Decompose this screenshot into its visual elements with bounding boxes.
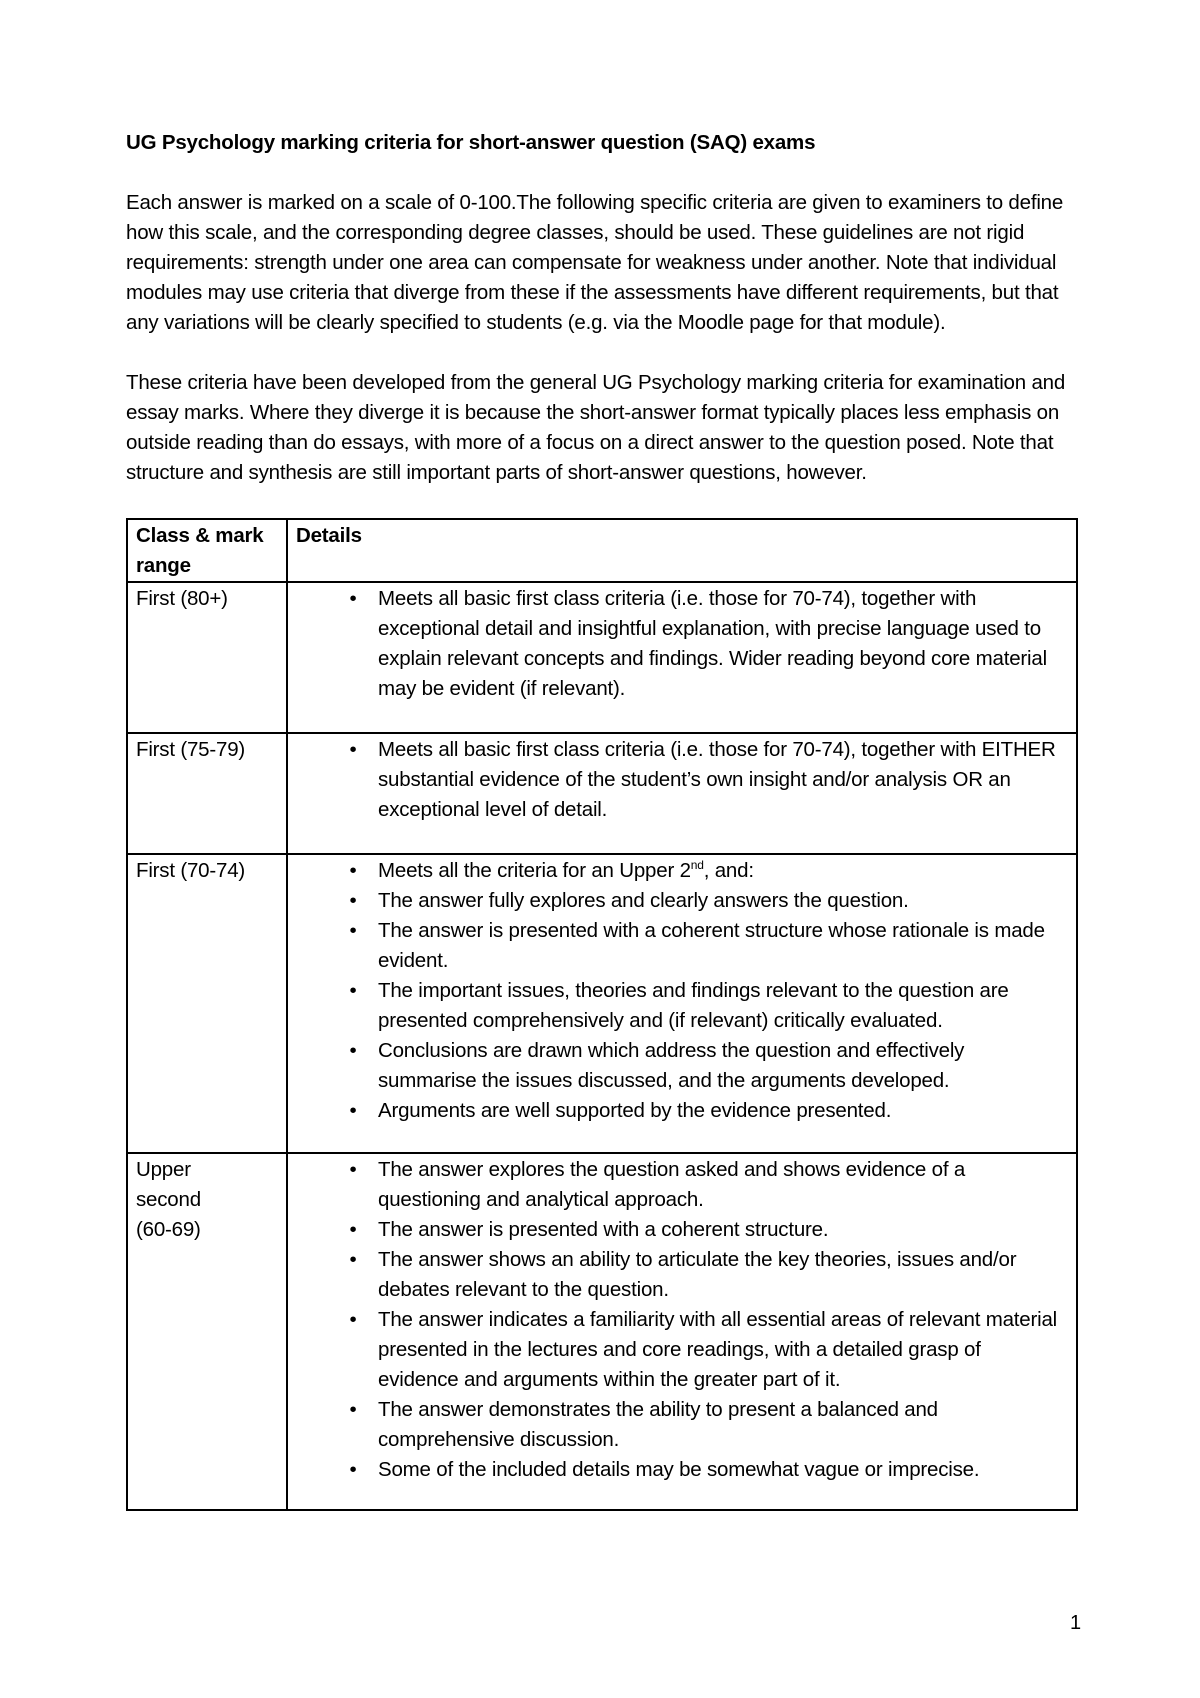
list-item: • The answer is presented with a coherent structure whose rationale is made evident.	[310, 916, 1062, 976]
bullet-icon: •	[349, 1248, 357, 1271]
details-upper-second	[287, 1153, 1077, 1510]
bullet-icon: •	[349, 919, 357, 942]
bullet-icon: •	[349, 1398, 357, 1421]
bullet-icon: •	[349, 889, 357, 912]
bullet-icon: •	[349, 859, 357, 882]
list-item: • The answer shows an ability to articulate the key theories, issues and/or debates relevant to the question.	[310, 1245, 1062, 1305]
bullet-icon: •	[349, 979, 357, 1002]
page-number: 1	[1070, 1612, 1082, 1634]
table-row	[127, 582, 1077, 733]
list-item: • Meets all basic first class criteria (i.e. those for 70-74), together with EITHER substantial evidence of the student’s own insight and/or analysis OR an exceptional level of detail.	[310, 735, 1062, 825]
document-title: UG Psychology marking criteria for short-answer question (SAQ) exams	[126, 131, 816, 154]
list-item: • The answer fully explores and clearly answers the question.	[310, 886, 1062, 916]
list-item: • The answer indicates a familiarity with all essential areas of relevant material presented in the lectures and core readings, with a detailed grasp of evidence and arguments within the greater part of it.	[310, 1305, 1062, 1395]
marking-criteria-table	[126, 518, 1078, 1511]
bullet-icon: •	[349, 1308, 357, 1331]
bullet-icon: •	[349, 1039, 357, 1062]
class-upper-second: Upper second (60-69)	[127, 1153, 287, 1510]
list-item: • Arguments are well supported by the evidence presented.	[310, 1096, 1062, 1126]
bullet-icon: •	[349, 1218, 357, 1241]
class-first-70: First (70-74)	[127, 854, 287, 1153]
list-item: • The answer demonstrates the ability to present a balanced and comprehensive discussion.	[310, 1395, 1062, 1455]
header-class-range: Class & mark range	[127, 519, 287, 582]
table-row	[127, 733, 1077, 854]
list-item: • The answer explores the question asked and shows evidence of a questioning and analytical approach.	[310, 1155, 1062, 1215]
details-list	[310, 1155, 1062, 1485]
table-header-row	[127, 519, 1077, 582]
list-item: • Meets all the criteria for an Upper 2nd, and:	[310, 856, 1062, 886]
details-list	[310, 856, 1062, 1126]
list-item: • Some of the included details may be somewhat vague or imprecise.	[310, 1455, 1062, 1485]
document-page	[126, 128, 1078, 1511]
list-item: • Meets all basic first class criteria (i.e. those for 70-74), together with exceptional detail and insightful explanation, with precise language used to explain relevant concepts and findings. Wider reading beyond core material may be evident (if relevant).	[310, 584, 1062, 704]
background-paragraph: These criteria have been developed from the general UG Psychology marking criteria for examination and essay marks. Where they diverge it is because the short-answer format typically places less emphasis on outside reading than do essays, with more of a focus on a direct answer to the question posed. Note that structure and synthesis are still important parts of short-answer questions, however.	[126, 371, 1066, 484]
list-item: • The important issues, theories and findings relevant to the question are presented comprehensively and (if relevant) critically evaluated.	[310, 976, 1062, 1036]
bullet-icon: •	[349, 1158, 357, 1181]
details-list	[310, 735, 1062, 825]
bullet-icon: •	[349, 1099, 357, 1122]
list-item: • Conclusions are drawn which address the question and effectively summarise the issues discussed, and the arguments developed.	[310, 1036, 1062, 1096]
table-row	[127, 1153, 1077, 1510]
table-row	[127, 854, 1077, 1153]
details-first-70	[287, 854, 1077, 1153]
list-item: • The answer is presented with a coherent structure.	[310, 1215, 1062, 1245]
bullet-icon: •	[349, 738, 357, 761]
intro-paragraph: Each answer is marked on a scale of 0-100.The following specific criteria are given to examiners to define how this scale, and the corresponding degree classes, should be used. These guidelines are not rigid requirements: strength under one area can compensate for weakness under another. Note that individual modules may use criteria that diverge from these if the assessments have different requirements, but that any variations will be clearly specified to students (e.g. via the Moodle page for that module).	[126, 191, 1064, 334]
bullet-icon: •	[349, 1458, 357, 1481]
details-first-75	[287, 733, 1077, 854]
header-details: Details	[287, 519, 1077, 582]
class-first-75: First (75-79)	[127, 733, 287, 854]
class-first-80: First (80+)	[127, 582, 287, 733]
bullet-icon: •	[349, 587, 357, 610]
details-list	[310, 584, 1062, 704]
details-first-80	[287, 582, 1077, 733]
